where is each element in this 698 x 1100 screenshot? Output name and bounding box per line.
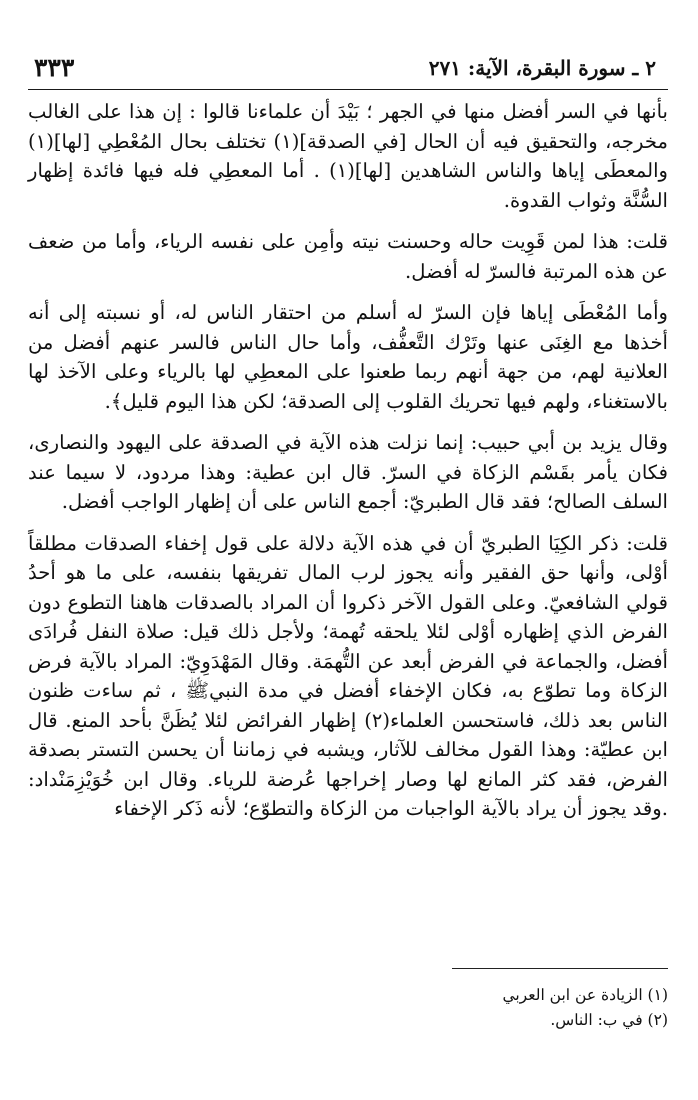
running-header [28,52,668,90]
header-title: ٢ ـ سورة البقرة، الآية: ٢٧١ [428,56,656,80]
main-text [28,97,668,836]
footnote: (٢) في ب: الناس. [550,1011,668,1029]
footnotes [268,983,668,1033]
footnote: (١) الزيادة عن ابن العربي [502,986,668,1004]
paragraph: بأنها في السر أفضل منها في الجهر ؛ بَيْدَ أن علماءنا قالوا : إن هذا على الغالب مخرجه، والتحقيق فيه أن الحال [في الصدقة](١) تختلف بحال المُعْطِي [لها](١) والمعطَى إياها والناس الشاهدين [لها](١) . أما المعطِي فله فيها فائدة إظهار السُّنَّة وثواب القدوة. [28,100,668,212]
page-number: ٣٣٣ [34,53,75,82]
paragraph: وقال يزيد بن أبي حبيب: إنما نزلت هذه الآية في الصدقة على اليهود والنصارى، فكان يأمر بقَسْم الزكاة في السرّ. قال ابن عطية: وهذا مردود، لا سيما عند السلف الصالح؛ فقد قال الطبريّ: أجمع الناس على أن إظهار الواجب أفضل. [28,431,668,513]
footnote-divider [452,968,668,969]
paragraph: قلت: هذا لمن قَوِيت حاله وحسنت نيته وأمِن على نفسه الرياء، وأما من ضعف عن هذه المرتبة فالسرّ له أفضل. [28,230,668,283]
paragraph: وأما المُعْطَى إياها فإن السرّ له أسلم من احتقار الناس له، أو نسبته إلى أنه أخذها مع الغِنَى عنها وتَرْك التَّعفُّف، وأما حال الناس فالسر عنهم أفضل من العلانية لهم، من جهة أنهم ربما طعنوا على المعطِي لها بالرياء وعلى الآخذ لها بالاستغناء، ولهم فيها تحريك القلوب إلى الصدقة؛ لكن هذا اليوم قليل﴾. [28,301,668,413]
paragraph: قلت: ذكر الكِيَا الطبريّ أن في هذه الآية دلالة على قول إخفاء الصدقات مطلقاً أوْلى، وأنها حق الفقير وأنه يجوز لرب المال تفريقها بنفسه، على ما هو أحدُ قولي الشافعيّ. وعلى القول الآخر ذكروا أن المراد بالصدقات هاهنا التطوع دون الفرض الذي إظهاره أوْلى لئلا يلحقه تُهمة؛ ولأجل ذلك قيل: صلاة النفل فُرادَى أفضل، والجماعة في الفرض أبعد عن التُّهمَة. وقال المَهْدَوِيّ: المراد بالآية فرض الزكاة وما تطوّع به، فكان الإخفاء أفضل في مدة النبيﷺ ، ثم ساءت ظنون الناس بعد ذلك، فاستحسن العلماء(٢) إظهار الفرائض لئلا يُظَنَّ بأحد المنع. قال ابن عطيّة: وهذا القول مخالف للآثار، ويشبه في زماننا أن يحسن التستر بصدقة الفرض، فقد كثر المانع لها وصار إخراجها عُرضة للرياء. وقال ابن خُوَيْزِمَنْداد: .وقد يجوز أن يراد بالآية الواجبات من الزكاة والتطوّع؛ لأنه ذَكر الإخفاء [28,531,668,820]
